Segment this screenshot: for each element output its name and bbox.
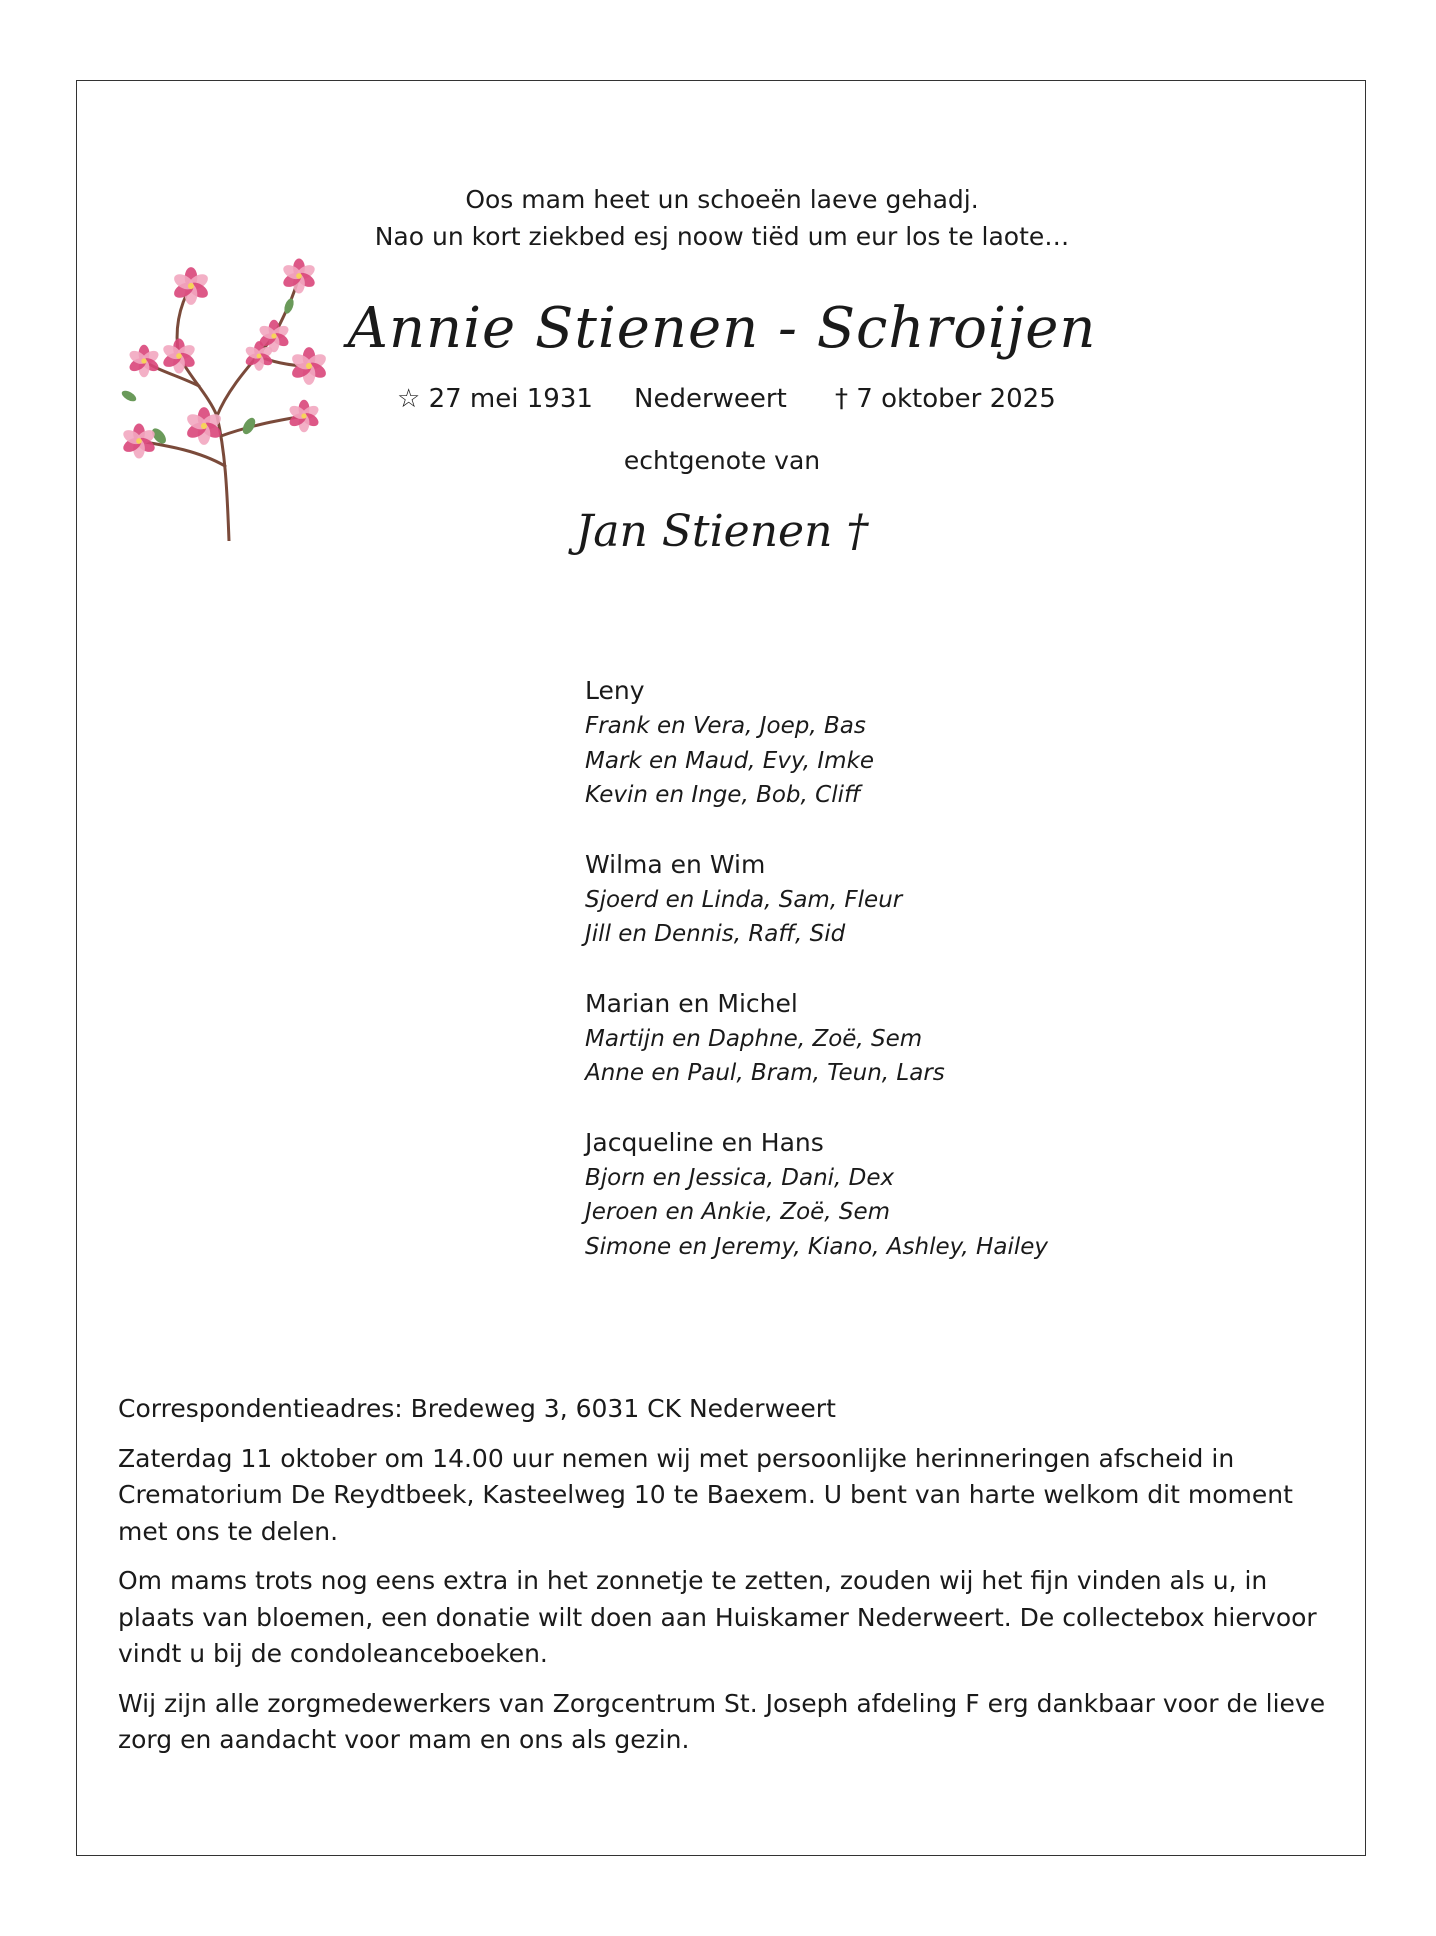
ceremony-paragraph: Zaterdag 11 oktober om 14.00 uur nemen wij met persoonlijke herinneringen afscheid in Crematorium De Reydtbeek, Kasteelweg 10 te Baexem. U bent van harte welkom dit moment met ons te delen. (118, 1443, 1293, 1546)
family-group (585, 673, 1225, 813)
birth-date: ☆ 27 mei 1931 (397, 384, 593, 414)
place-name: Nederweert (634, 384, 787, 414)
family-group (585, 847, 1225, 952)
family-group (585, 1125, 1225, 1265)
family-group (585, 986, 1225, 1091)
donation-paragraph: Om mams trots nog eens extra in het zonnetje te zetten, zouden wij het fijn vinden als u, in plaats van bloemen, een donatie wilt doen aan Huiskamer Nederweert. De collectebox hiervoor vindt u bij de condoleanceboeken. (118, 1566, 1317, 1668)
family-child-line: Bjorn en Jessica, Dani, Dex (585, 1164, 895, 1191)
family-parent: Jacqueline en Hans (585, 1127, 824, 1157)
family-child-line: Anne en Paul, Bram, Teun, Lars (585, 1060, 945, 1086)
family-child-line: Sjoerd en Linda, Sam, Fleur (585, 886, 903, 913)
family-child-line: Simone en Jeremy, Kiano, Ashley, Hailey (585, 1233, 1048, 1260)
magnolia-branch-icon (99, 236, 329, 541)
family-parent: Wilma en Wim (585, 849, 766, 879)
spouse-label: echtgenote van (623, 446, 821, 475)
family-list (585, 673, 1225, 1298)
thanks-paragraph: Wij zijn alle zorgmedewerkers van Zorgcentrum St. Joseph afdeling F erg dankbaar voor de lieve zorg en aandacht voor mam en ons als gezin. (118, 1688, 1326, 1754)
family-child-line: Mark en Maud, Evy, Imke (585, 747, 875, 774)
family-child-line: Kevin en Inge, Bob, Cliff (585, 782, 861, 808)
family-child-line: Jeroen en Ankie, Zoë, Sem (585, 1199, 891, 1225)
magnolia-flower-icon (287, 400, 320, 432)
family-child-line: Jill en Dennis, Raff, Sid (585, 921, 846, 947)
family-child-line: Frank en Vera, Joep, Bas (585, 713, 866, 739)
magnolia-flower-icon (281, 258, 317, 293)
family-parent: Marian en Michel (585, 988, 798, 1018)
family-parent: Leny (585, 676, 645, 705)
footer-text (118, 1391, 1328, 1772)
correspondence-address: Correspondentieadres: Bredeweg 3, 6031 CK Nederweert (118, 1394, 836, 1423)
intro-line-2: Nao un kort ziekbed esj noow tiëd um eur los te laote… (374, 222, 1070, 251)
family-child-line: Martijn en Daphne, Zoë, Sem (585, 1025, 923, 1052)
death-date: † 7 oktober 2025 (835, 384, 1056, 414)
spouse-name: Jan Stienen † (575, 506, 869, 557)
intro-text (77, 181, 1367, 255)
intro-line-1: Oos mam heet un schoeën laeve gehadj. (465, 185, 979, 214)
funeral-card (76, 80, 1366, 1856)
deceased-name: Annie Stienen - Schroijen (347, 296, 1097, 361)
